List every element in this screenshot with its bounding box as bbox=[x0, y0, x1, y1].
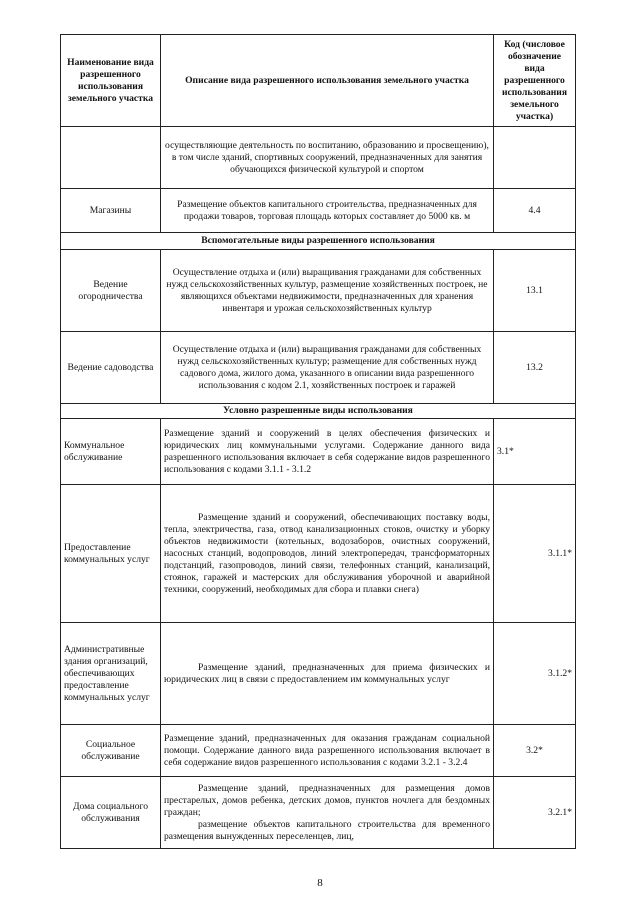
row-code: 3.2* bbox=[494, 725, 576, 777]
table-row bbox=[61, 485, 576, 623]
table-row bbox=[61, 127, 576, 189]
section-row bbox=[61, 233, 576, 250]
table-row bbox=[61, 777, 576, 849]
row-name bbox=[61, 127, 161, 189]
row-description-continued: размещение объектов капитального строительства для временного размещения вынужденных переселенцев, лиц, bbox=[164, 818, 490, 842]
row-description: Размещение зданий, предназначенных для оказания гражданам социальной помощи. Содержание данного вида разрешенного использования включает в себя содержание видов разрешенного использования с кодами 3.2.1 - 3.2.4 bbox=[161, 725, 494, 777]
section-row bbox=[61, 404, 576, 419]
table-row bbox=[61, 623, 576, 725]
row-code: 3.1.1* bbox=[494, 485, 576, 623]
row-description: Размещение зданий, предназначенных для приема физических и юридических лиц в связи с предоставлением им коммунальных услуг bbox=[164, 661, 490, 685]
table-row bbox=[61, 419, 576, 485]
row-description: Осуществление отдыха и (или) выращивания гражданами для собственных нужд сельскохозяйственных культур, размещение хозяйственных построек, не являющихся объектами недвижимости, предназначенных для хранения инвентаря и урожая сельскохозяйственных культур bbox=[161, 250, 494, 332]
row-description: Осуществление отдыха и (или) выращивания гражданами для собственных нужд сельскохозяйственных культур; размещение для собственных нужд садового дома, жилого дома, указанного в описании вида разрешенного использования с кодом 2.1, хозяйственных построек и гаражей bbox=[161, 332, 494, 404]
row-code: 4.4 bbox=[494, 189, 576, 233]
row-name: Предоставление коммунальных услуг bbox=[61, 485, 161, 623]
table-row bbox=[61, 725, 576, 777]
row-code: 3.1.2* bbox=[494, 623, 576, 725]
header-description: Описание вида разрешенного использования земельного участка bbox=[161, 35, 494, 127]
table-row bbox=[61, 250, 576, 332]
row-code: 13.1 bbox=[494, 250, 576, 332]
table-row bbox=[61, 332, 576, 404]
table-header-row bbox=[61, 35, 576, 127]
table-row bbox=[61, 189, 576, 233]
row-name: Административные здания организаций, обеспечивающих предоставление коммунальных услуг bbox=[61, 623, 161, 725]
row-description: Размещение зданий и сооружений в целях обеспечения физических и юридических лиц коммунальными услугами. Содержание данного вида разрешенного использования включает в себя содержание видов разрешенного использования с кодами 3.1.1 - 3.1.2 bbox=[161, 419, 494, 485]
land-use-table bbox=[60, 34, 576, 849]
row-description: Размещение зданий, предназначенных для размещения домов престарелых, домов ребенка, детских домов, пунктов ночлега для бездомных граждан; bbox=[164, 782, 490, 818]
row-code: 3.1* bbox=[494, 419, 576, 485]
row-description: осуществляющие деятельность по воспитанию, образованию и просвещению), в том числе зданий, спортивных сооружений, предназначенных для занятия обучающихся физической культурой и спортом bbox=[161, 127, 494, 189]
header-name: Наименование вида разрешенного использования земельного участка bbox=[61, 35, 161, 127]
row-code bbox=[494, 127, 576, 189]
header-code: Код (числовое обозначение вида разрешенного использования земельного участка) bbox=[494, 35, 576, 127]
row-name: Ведение садоводства bbox=[61, 332, 161, 404]
row-name: Ведение огородничества bbox=[61, 250, 161, 332]
row-code: 13.2 bbox=[494, 332, 576, 404]
section-title-conditional: Условно разрешенные виды использования bbox=[61, 404, 576, 419]
row-description: Размещение зданий и сооружений, обеспечивающих поставку воды, тепла, электричества, газа, отвод канализационных стоков, очистку и уборку объектов недвижимости (котельных, водозаборов, очистных сооружений, насосных станций, водопроводов, линий электропередач, трансформаторных подстанций, газопроводов, линий связи, телефонных станций, канализаций, стоянок, гаражей и мастерских для обслуживания уборочной и аварийной техники, сооружений, необходимых для сбора и плавки снега) bbox=[164, 511, 490, 595]
row-description: Размещение объектов капитального строительства, предназначенных для продажи товаров, торговая площадь которых составляет до 5000 кв. м bbox=[161, 189, 494, 233]
row-code: 3.2.1* bbox=[494, 777, 576, 849]
section-title-aux: Вспомогательные виды разрешенного использования bbox=[61, 233, 576, 250]
row-name: Магазины bbox=[61, 189, 161, 233]
row-name: Коммунальное обслуживание bbox=[61, 419, 161, 485]
row-name: Дома социального обслуживания bbox=[61, 777, 161, 849]
row-name: Социальное обслуживание bbox=[61, 725, 161, 777]
page-number: 8 bbox=[317, 877, 323, 889]
